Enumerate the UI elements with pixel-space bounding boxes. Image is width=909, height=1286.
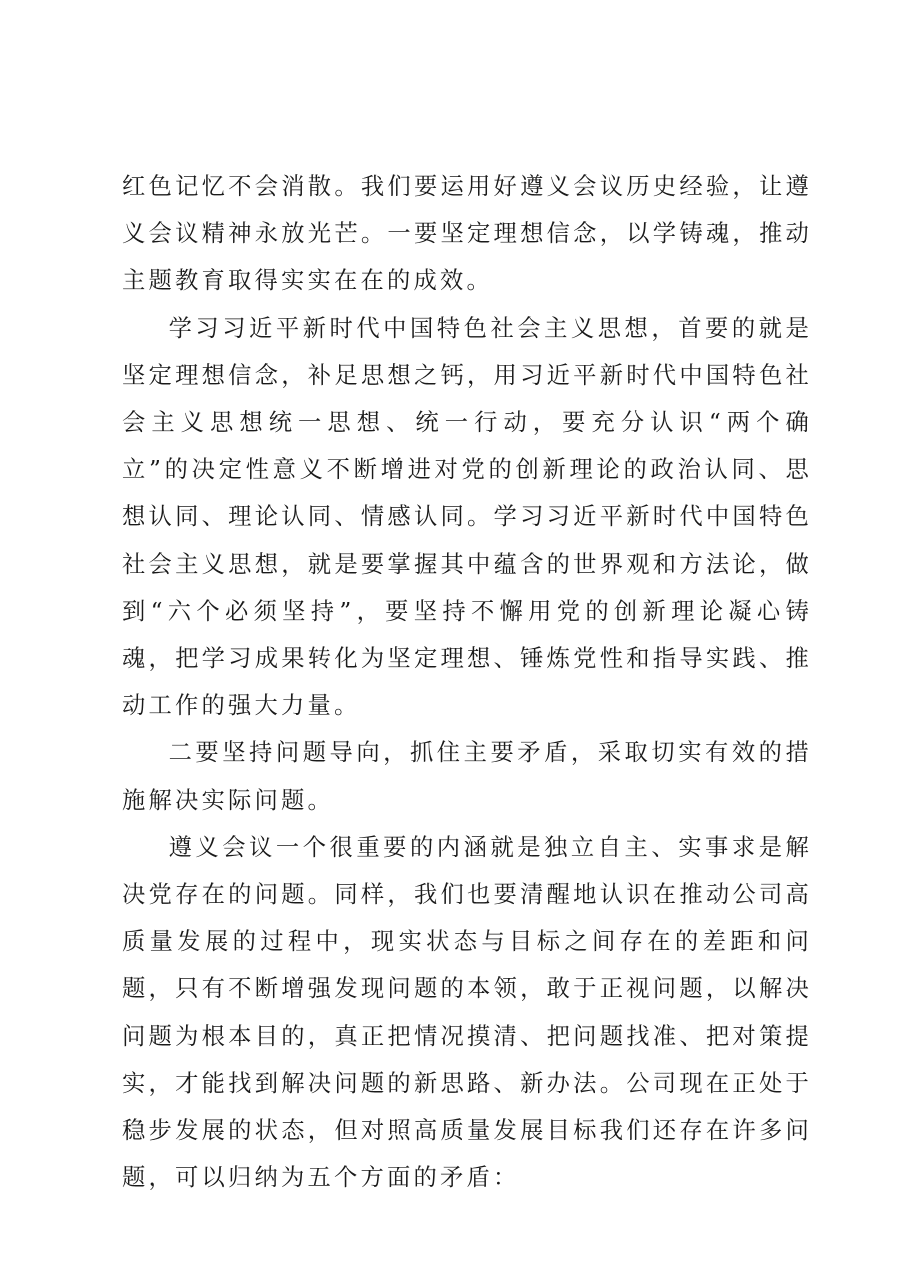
paragraph-1: 红色记忆不会消散。我们要运用好遵义会议历史经验，让遵义会议精神永放光芒。一要坚定理想信念，以学铸魂，推动主题教育取得实实在在的成效。 bbox=[122, 173, 812, 295]
paragraph-3: 二要坚持问题导向，抓住主要矛盾，采取切实有效的措施解决实际问题。 bbox=[122, 739, 812, 814]
paragraph-4: 遵义会议一个很重要的内涵就是独立自主、实事求是解决党存在的问题。同样，我们也要清醒地认识在推动公司高质量发展的过程中，现实状态与目标之间存在的差距和问题，只有不断增强发现问题的本领，敢于正视问题，以解决问题为根本目的，真正把情况摸清、把问题找准、把对策提实，才能找到解决问题的新思路、新办法。公司现在正处于稳步发展的状态，但对照高质量发展目标我们还存在许多问题，可以归纳为五个方面的矛盾： bbox=[122, 833, 812, 1192]
document-body bbox=[122, 163, 812, 1201]
paragraph-2: 学习习近平新时代中国特色社会主义思想，首要的就是坚定理想信念，补足思想之钙，用习近平新时代中国特色社会主义思想统一思想、统一行动，要充分认识“两个确立”的决定性意义不断增进对党的创新理论的政治认同、思想认同、理论认同、情感认同。学习习近平新时代中国特色社会主义思想，就是要掌握其中蕴含的世界观和方法论，做到“六个必须坚持”，要坚持不懈用党的创新理论凝心铸魂，把学习成果转化为坚定理想、锤炼党性和指导实践、推动工作的强大力量。 bbox=[122, 314, 812, 720]
